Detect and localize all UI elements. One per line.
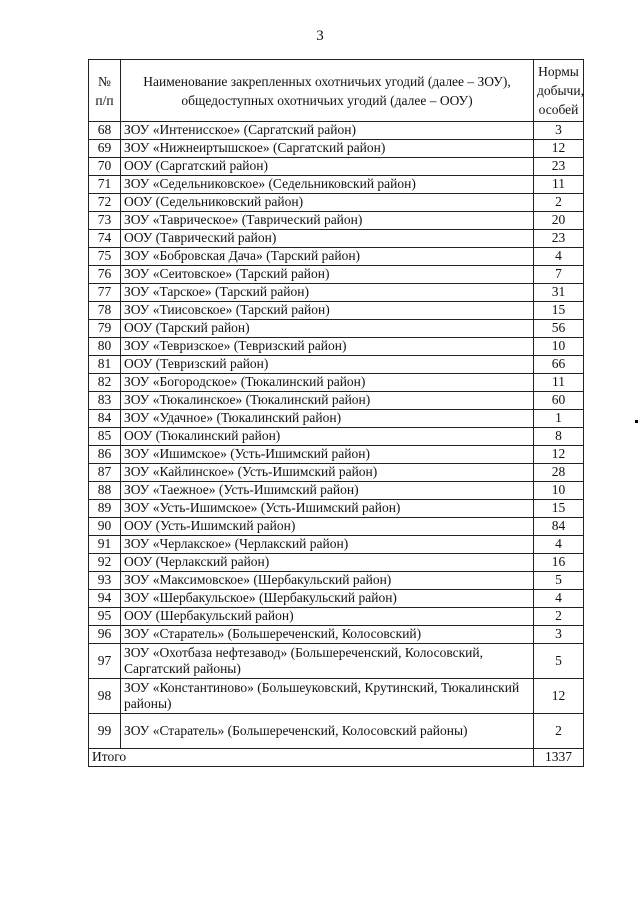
row-norm: 4 [534,248,584,266]
row-name: ЗОУ «Старатель» (Большереченский, Колосовский) [121,626,534,644]
row-norm: 20 [534,212,584,230]
row-name: ЗОУ «Тевризское» (Тевризский район) [121,338,534,356]
row-norm: 3 [534,122,584,140]
table-row [89,266,584,284]
row-number: 78 [89,302,121,320]
row-number: 99 [89,714,121,749]
total-row [89,749,584,767]
row-norm: 2 [534,194,584,212]
row-norm: 1 [534,410,584,428]
row-name: ЗОУ «Шербакульское» (Шербакульский район) [121,590,534,608]
row-norm: 66 [534,356,584,374]
table-row [89,158,584,176]
row-name: ЗОУ «Удачное» (Тюкалинский район) [121,410,534,428]
row-number: 98 [89,679,121,714]
row-norm: 84 [534,518,584,536]
row-number: 77 [89,284,121,302]
row-norm: 12 [534,140,584,158]
table-row [89,356,584,374]
row-name: ООУ (Тевризский район) [121,356,534,374]
row-name: ЗОУ «Таврическое» (Таврический район) [121,212,534,230]
row-number: 75 [89,248,121,266]
row-number: 76 [89,266,121,284]
header-name: Наименование закрепленных охотничьих угодий (далее – ЗОУ), общедоступных охотничьих угодий (далее – ООУ) [121,60,534,122]
row-name: ЗОУ «Ишимское» (Усть-Ишимский район) [121,446,534,464]
row-number: 83 [89,392,121,410]
table-row [89,122,584,140]
table-row [89,644,584,679]
row-name: ООУ (Черлакский район) [121,554,534,572]
row-number: 84 [89,410,121,428]
row-norm: 23 [534,230,584,248]
row-name: ЗОУ «Таежное» (Усть-Ишимский район) [121,482,534,500]
page-number: 3 [316,28,324,44]
row-norm: 4 [534,536,584,554]
row-name: ЗОУ «Максимовское» (Шербакульский район) [121,572,534,590]
row-name: ЗОУ «Интенисское» (Саргатский район) [121,122,534,140]
table-row [89,554,584,572]
row-name: ЗОУ «Тиисовское» (Тарский район) [121,302,534,320]
table-row [89,338,584,356]
row-norm: 2 [534,608,584,626]
row-number: 68 [89,122,121,140]
row-number: 93 [89,572,121,590]
row-norm: 4 [534,590,584,608]
table-row [89,194,584,212]
row-number: 87 [89,464,121,482]
row-norm: 7 [534,266,584,284]
row-name: ООУ (Седельниковский район) [121,194,534,212]
table-row [89,518,584,536]
table-body [89,122,584,749]
table-row [89,176,584,194]
row-norm: 15 [534,302,584,320]
row-name: ЗОУ «Богородское» (Тюкалинский район) [121,374,534,392]
row-number: 86 [89,446,121,464]
table-row [89,590,584,608]
row-norm: 5 [534,572,584,590]
table-row [89,714,584,749]
scan-artifact [635,420,638,423]
table-row [89,248,584,266]
row-norm: 12 [534,446,584,464]
row-name: ЗОУ «Усть-Ишимское» (Усть-Ишимский район) [121,500,534,518]
row-name: ЗОУ «Тюкалинское» (Тюкалинский район) [121,392,534,410]
row-name: ООУ (Шербакульский район) [121,608,534,626]
header-norm: Нормы добычи, особей [534,60,584,122]
row-number: 95 [89,608,121,626]
table-row [89,428,584,446]
table-row [89,284,584,302]
row-name: ООУ (Тюкалинский район) [121,428,534,446]
row-name: ООУ (Тарский район) [121,320,534,338]
table-row [89,536,584,554]
row-name: ООУ (Усть-Ишимский район) [121,518,534,536]
hunting-quota-table [88,59,584,767]
row-number: 73 [89,212,121,230]
row-norm: 28 [534,464,584,482]
row-norm: 5 [534,644,584,679]
table-row [89,464,584,482]
header-number: № п/п [89,60,121,122]
table-row [89,302,584,320]
row-number: 80 [89,338,121,356]
row-number: 74 [89,230,121,248]
row-norm: 11 [534,176,584,194]
table-row [89,626,584,644]
row-name: ЗОУ «Старатель» (Большереченский, Колосовский районы) [121,714,534,749]
row-norm: 10 [534,338,584,356]
row-number: 81 [89,356,121,374]
row-number: 96 [89,626,121,644]
total-norm: 1337 [534,749,584,767]
row-norm: 10 [534,482,584,500]
row-norm: 12 [534,679,584,714]
table-row [89,212,584,230]
row-norm: 11 [534,374,584,392]
table-row [89,320,584,338]
row-name: ООУ (Таврический район) [121,230,534,248]
table-row [89,572,584,590]
table-row [89,500,584,518]
row-number: 70 [89,158,121,176]
row-name: ЗОУ «Сеитовское» (Тарский район) [121,266,534,284]
row-name: ЗОУ «Нижнеиртышское» (Саргатский район) [121,140,534,158]
row-norm: 15 [534,500,584,518]
row-norm: 31 [534,284,584,302]
row-number: 88 [89,482,121,500]
total-label: Итого [89,749,534,767]
row-number: 90 [89,518,121,536]
row-name: ООУ (Саргатский район) [121,158,534,176]
row-norm: 23 [534,158,584,176]
table-row [89,410,584,428]
row-number: 91 [89,536,121,554]
row-number: 97 [89,644,121,679]
row-number: 94 [89,590,121,608]
row-number: 82 [89,374,121,392]
row-number: 92 [89,554,121,572]
table-row [89,482,584,500]
row-number: 79 [89,320,121,338]
table-row [89,608,584,626]
row-norm: 56 [534,320,584,338]
table-row [89,392,584,410]
row-number: 71 [89,176,121,194]
row-name: ЗОУ «Охотбаза нефтезавод» (Большереченский, Колосовский, Саргатский районы) [121,644,534,679]
table-row [89,230,584,248]
row-number: 69 [89,140,121,158]
row-number: 89 [89,500,121,518]
row-name: ЗОУ «Тарское» (Тарский район) [121,284,534,302]
row-norm: 8 [534,428,584,446]
table-header-row [89,60,584,122]
table-row [89,679,584,714]
row-number: 85 [89,428,121,446]
table-row [89,446,584,464]
table-row [89,140,584,158]
table-row [89,374,584,392]
row-name: ЗОУ «Константиново» (Большеуковский, Крутинский, Тюкалинский районы) [121,679,534,714]
row-number: 72 [89,194,121,212]
row-name: ЗОУ «Бобровская Дача» (Тарский район) [121,248,534,266]
row-norm: 16 [534,554,584,572]
row-name: ЗОУ «Седельниковское» (Седельниковский район) [121,176,534,194]
row-name: ЗОУ «Черлакское» (Черлакский район) [121,536,534,554]
row-name: ЗОУ «Кайлинское» (Усть-Ишимский район) [121,464,534,482]
row-norm: 2 [534,714,584,749]
row-norm: 60 [534,392,584,410]
row-norm: 3 [534,626,584,644]
